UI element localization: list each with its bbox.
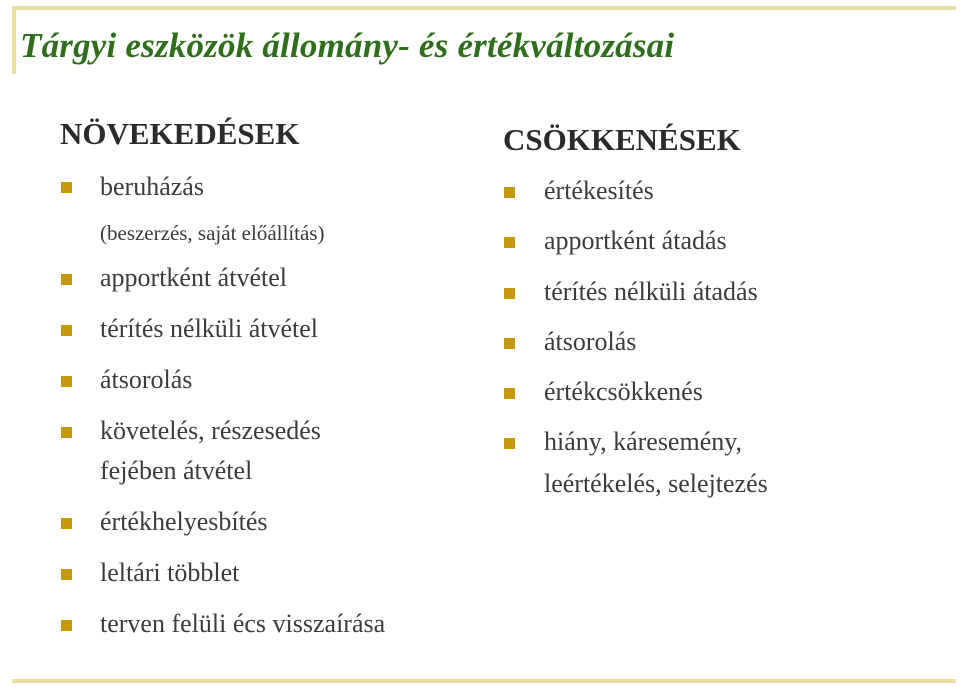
left-item-5: követelés, részesedés <box>100 416 321 445</box>
left-heading: NÖVEKEDÉSEK <box>60 116 300 151</box>
right-item-6: hiány, káresemény, <box>544 427 743 456</box>
left-item-6: értékhelyesbítés <box>100 507 268 536</box>
left-item-7: leltári többlet <box>100 558 240 587</box>
bullet-icon <box>61 325 72 336</box>
bullet-icon <box>504 388 515 399</box>
right-item-3: térítés nélküli átadás <box>544 277 758 306</box>
right-item-2: apportként átadás <box>544 226 727 255</box>
left-item-2: apportként átvétel <box>100 263 287 292</box>
right-item-5: értékcsökkenés <box>544 377 703 406</box>
left-border <box>12 6 16 74</box>
bullet-icon <box>61 427 72 438</box>
bullet-icon <box>61 620 72 631</box>
bullet-icon <box>61 518 72 529</box>
bullet-icon <box>61 274 72 285</box>
left-item-8: terven felüli écs visszaírása <box>100 609 386 638</box>
right-item-6-cont: leértékelés, selejtezés <box>544 469 768 498</box>
left-item-4: átsorolás <box>100 365 193 394</box>
bottom-border <box>12 679 956 683</box>
right-item-1: értékesítés <box>544 176 654 205</box>
right-heading: CSÖKKENÉSEK <box>503 122 741 157</box>
left-item-1: beruházás <box>100 172 204 201</box>
left-item-5-cont: fejében átvétel <box>100 456 253 485</box>
slide-title: Tárgyi eszközök állomány- és értékváltozásai <box>20 26 675 65</box>
bullet-icon <box>61 569 72 580</box>
bullet-icon <box>61 376 72 387</box>
left-item-1-note: (beszerzés, saját előállítás) <box>100 221 325 245</box>
bullet-icon <box>504 187 515 198</box>
bullet-icon <box>504 438 515 449</box>
bullet-icon <box>504 338 515 349</box>
bullet-icon <box>504 237 515 248</box>
left-item-3: térítés nélküli átvétel <box>100 314 319 343</box>
top-border <box>12 6 956 10</box>
bullet-icon <box>61 182 72 193</box>
right-item-4: átsorolás <box>544 327 637 356</box>
bullet-icon <box>504 288 515 299</box>
